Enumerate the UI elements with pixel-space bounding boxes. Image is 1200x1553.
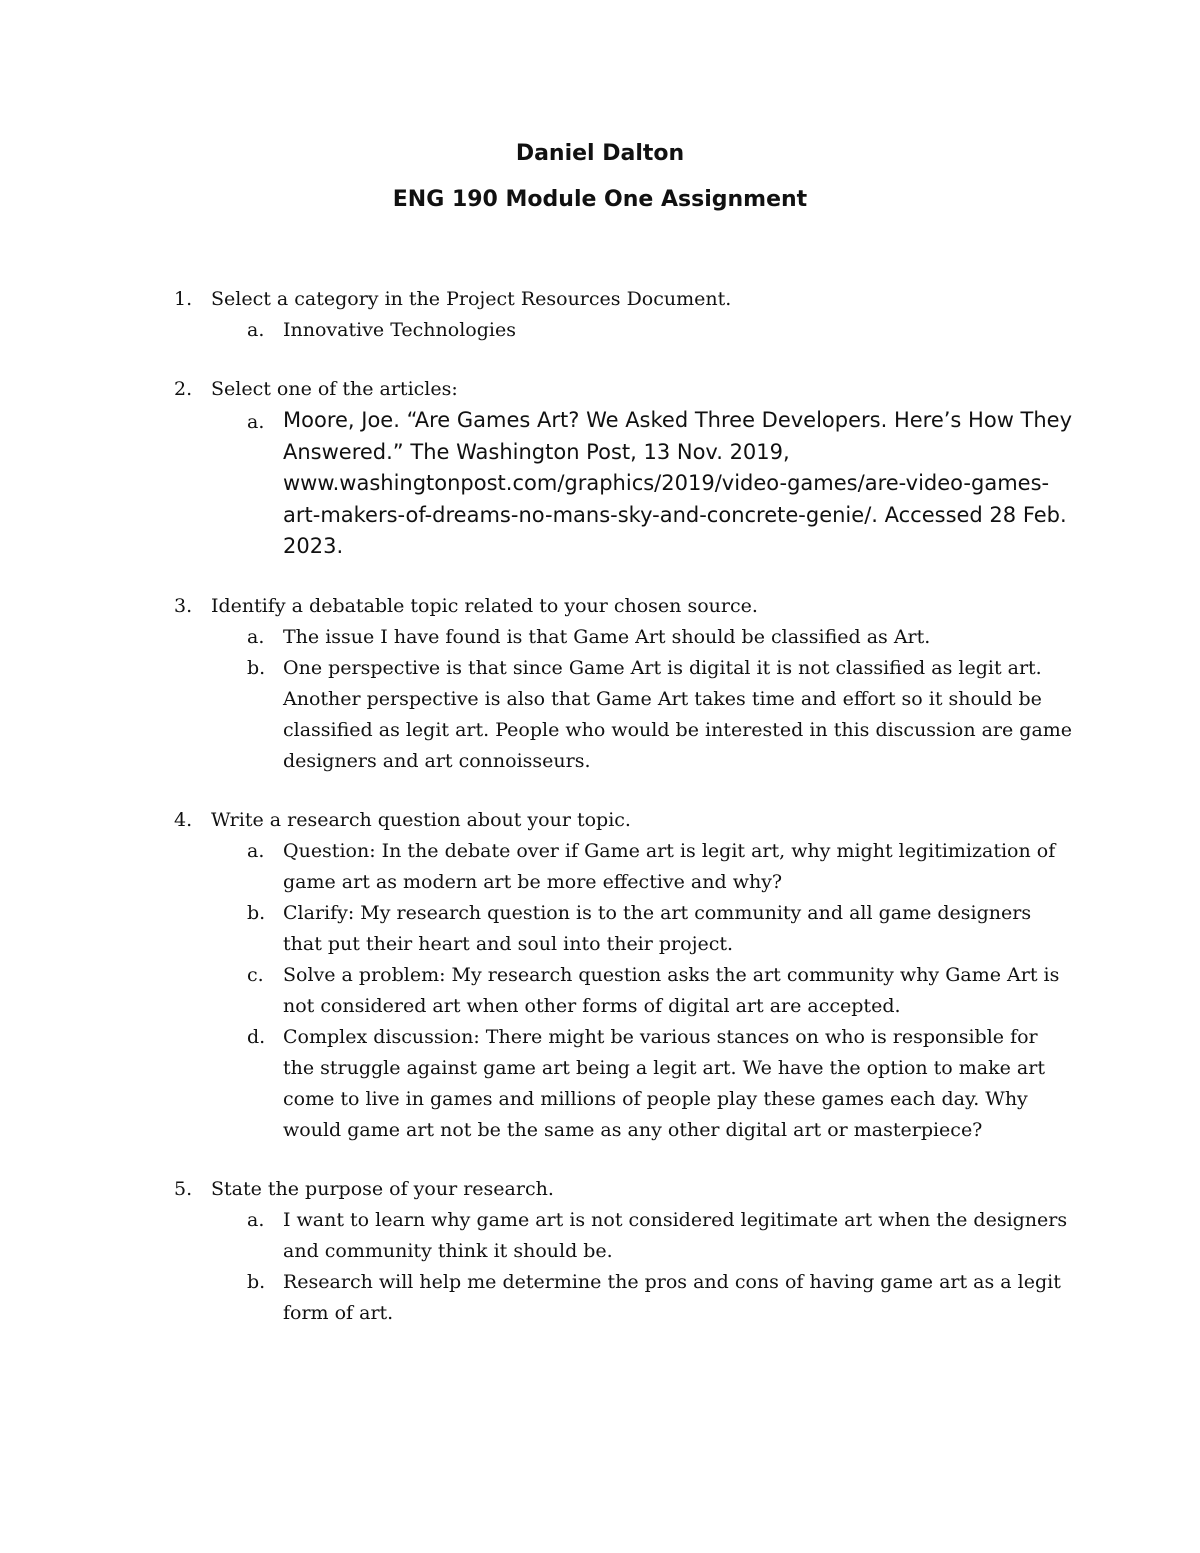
sub-item-text: The issue I have found is that Game Art should be classified as Art. — [283, 625, 931, 648]
item-text: Select a category in the Project Resources Document. — [211, 288, 732, 310]
item-number: 2. — [174, 378, 193, 400]
list-item — [0, 374, 1200, 563]
item-number: 4. — [174, 808, 193, 831]
list-item — [0, 805, 1200, 1146]
item-text: Select one of the articles: — [211, 378, 458, 400]
list-item — [0, 284, 1200, 346]
sub-item-label: a. — [247, 319, 265, 341]
sub-item — [0, 1205, 1200, 1267]
sub-item — [0, 1022, 1200, 1146]
sub-item-label: b. — [247, 901, 266, 924]
sub-item-label: a. — [247, 625, 265, 648]
item-number: 5. — [174, 1177, 193, 1200]
citation — [0, 405, 1200, 563]
sub-item-label: c. — [247, 963, 264, 986]
sub-item-text: Complex discussion: There might be various stances on who is responsible for the struggle against game art being a legit art. We have the option to make art come to live in games and millions of people play these games each day. Why would game art not be the same as any other digital art or masterpiece? — [283, 1025, 1045, 1141]
sub-item-label: b. — [247, 656, 266, 679]
item-number: 1. — [174, 288, 193, 310]
document-title: ENG 190 Module One Assignment — [392, 187, 808, 212]
sub-item — [0, 898, 1200, 960]
sub-item-text: Clarify: My research question is to the art community and all game designers that put their heart and soul into their project. — [283, 901, 1032, 955]
citation-text: Moore, Joe. “Are Games Art? We Asked Three Developers. Here’s How They Answered.” The Washington Post, 13 Nov. 2019, www.washingtonpost.com/graphics/2019/video-games/are-video-games-art-makers-of-dreams-no-mans-sky-and-concrete-genie/. Accessed 28 Feb. 2023. — [283, 408, 1073, 558]
sub-item-label: a. — [247, 839, 265, 862]
sub-item-text: I want to learn why game art is not considered legitimate art when the designers and community think it should be. — [283, 1208, 1068, 1262]
sub-item-text: Research will help me determine the pros and cons of having game art as a legit form of art. — [283, 1270, 1061, 1324]
sub-item-label: a. — [247, 411, 265, 433]
sub-item — [0, 1267, 1200, 1329]
item-text: State the purpose of your research. — [211, 1177, 554, 1200]
item-number: 3. — [174, 594, 193, 617]
sub-item-label: d. — [247, 1025, 266, 1048]
assignment-list — [0, 284, 1200, 1357]
sub-item-text: One perspective is that since Game Art is digital it is not classified as legit art. Another perspective is also that Game Art takes time and effort so it should be classified as legit art. People who would be interested in this discussion are game designers and art connoisseurs. — [283, 656, 1073, 772]
sub-item — [0, 622, 1200, 653]
item-text: Write a research question about your topic. — [211, 808, 631, 831]
sub-item — [0, 315, 1200, 346]
list-item — [0, 591, 1200, 777]
list-item — [0, 1174, 1200, 1329]
sub-item-label: a. — [247, 1208, 265, 1231]
sub-item-text: Solve a problem: My research question asks the art community why Game Art is not considered art when other forms of digital art are accepted. — [283, 963, 1060, 1017]
sub-item — [0, 653, 1200, 777]
item-text: Identify a debatable topic related to your chosen source. — [211, 594, 758, 617]
sub-item-text: Question: In the debate over if Game art is legit art, why might legitimization of game art as modern art be more effective and why? — [283, 839, 1056, 893]
sub-item — [0, 836, 1200, 898]
sub-item-label: b. — [247, 1270, 266, 1293]
sub-item — [0, 960, 1200, 1022]
author-name: Daniel Dalton — [515, 141, 685, 166]
sub-item-text: Innovative Technologies — [283, 319, 516, 341]
